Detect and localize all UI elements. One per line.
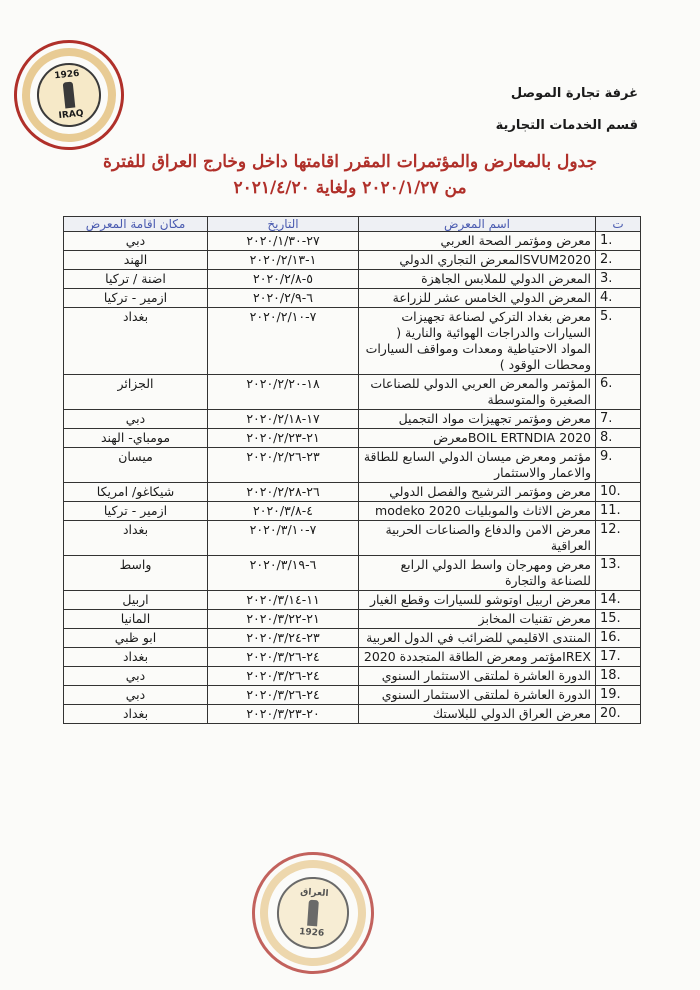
exhibition-name: معرض ومؤتمر تجهيزات مواد التجميل (359, 410, 596, 429)
exhibition-date: ١-٢٠٢٠/٢/١٣ (208, 251, 359, 270)
row-number: 16. (596, 629, 641, 648)
exhibition-date: ٧-٢٠٢٠/٣/١٠ (208, 521, 359, 556)
exhibition-place: بغداد (64, 521, 208, 556)
exhibition-place: المانيا (64, 610, 208, 629)
table-row (64, 648, 641, 667)
exhibition-name: المعرض الدولي للملابس الجاهزة (359, 270, 596, 289)
exhibition-date: ٢١-٢٠٢٠/٣/٢٢ (208, 610, 359, 629)
chamber-seal-top (9, 35, 130, 156)
header-name: اسم المعرض (359, 217, 596, 232)
document-period: من ٢٠٢٠/١/٢٧ ولغاية ٢٠٢١/٤/٢٠ (233, 178, 467, 198)
exhibition-date: ٥-٢٠٢٠/٢/٨ (208, 270, 359, 289)
table-row (64, 610, 641, 629)
exhibition-place: ازمير - تركيا (64, 502, 208, 521)
exhibition-name: معرض الاثاث والموبليات modeko 2020 (359, 502, 596, 521)
row-number: 2. (596, 251, 641, 270)
header-place: مكان اقامة المعرض (64, 217, 208, 232)
exhibition-place: شيكاغو/ امريكا (64, 483, 208, 502)
row-number: 10. (596, 483, 641, 502)
exhibition-place: ازمير - تركيا (64, 289, 208, 308)
row-number: 3. (596, 270, 641, 289)
table-row (64, 375, 641, 410)
table-row (64, 556, 641, 591)
exhibition-date: ٢٦-٢٠٢٠/٢/٢٨ (208, 483, 359, 502)
table-row (64, 429, 641, 448)
table-row (64, 591, 641, 610)
exhibition-place: واسط (64, 556, 208, 591)
exhibition-date: ٤-٢٠٢٠/٣/٨ (208, 502, 359, 521)
exhibition-name: IREXمؤتمر ومعرض الطاقة المتجددة 2020 (359, 648, 596, 667)
exhibition-name: معرض ومؤتمر الصحة العربي (359, 232, 596, 251)
row-number: 19. (596, 686, 641, 705)
exhibition-name: معرض بغداد التركي لصناعة تجهيزات السيارات والدراجات الهوائية والنارية ( المواد الاحتياطية ومعدات ومواقف السيارات ومحطات الوقود ) (359, 308, 596, 375)
row-number: 15. (596, 610, 641, 629)
header-num: ت (596, 217, 641, 232)
row-number: 4. (596, 289, 641, 308)
exhibition-name: معرض ومؤتمر الترشيح والفصل الدولي (359, 483, 596, 502)
department-name: قسم الخدمات التجارية (495, 118, 638, 133)
exhibition-date: ١٨-٢٠٢٠/٢/٢٠ (208, 375, 359, 410)
exhibition-place: بغداد (64, 648, 208, 667)
table-row (64, 483, 641, 502)
exhibition-name: 2020 BOIL ERTNDIAمعرض (359, 429, 596, 448)
exhibition-date: ١٧-٢٠٢٠/٢/١٨ (208, 410, 359, 429)
exhibition-date: ٦-٢٠٢٠/٢/٩ (208, 289, 359, 308)
row-number: 7. (596, 410, 641, 429)
exhibition-place: مومباي- الهند (64, 429, 208, 448)
row-number: 6. (596, 375, 641, 410)
table-row (64, 448, 641, 483)
row-number: 20. (596, 705, 641, 724)
exhibition-name: الدورة العاشرة لملتقى الاستثمار السنوي (359, 686, 596, 705)
row-number: 17. (596, 648, 641, 667)
seal-country: IRAQ (58, 108, 84, 122)
table-row (64, 629, 641, 648)
exhibition-date: ٢٠-٢٠٢٠/٣/٢٣ (208, 705, 359, 724)
exhibition-date: ٢٤-٢٠٢٠/٣/٢٦ (208, 686, 359, 705)
exhibition-place: بغداد (64, 705, 208, 724)
exhibition-date: ١١-٢٠٢٠/٣/١٤ (208, 591, 359, 610)
exhibition-name: SVUM2020المعرض التجاري الدولي (359, 251, 596, 270)
exhibition-date: ٢٤-٢٠٢٠/٣/٢٦ (208, 648, 359, 667)
table-row (64, 667, 641, 686)
table-row (64, 521, 641, 556)
exhibition-place: الهند (64, 251, 208, 270)
table-row (64, 289, 641, 308)
exhibition-name: المؤتمر والمعرض العربي الدولي للصناعات الصغيرة والمتوسطة (359, 375, 596, 410)
exhibition-name: معرض تقنيات المخابز (359, 610, 596, 629)
table-header-row (64, 217, 641, 232)
exhibition-place: دبي (64, 410, 208, 429)
seal-ring (17, 43, 120, 146)
exhibition-place: الجزائر (64, 375, 208, 410)
table-row (64, 251, 641, 270)
table-row (64, 308, 641, 375)
exhibition-name: المعرض الدولي الخامس عشر للزراعة (359, 289, 596, 308)
row-number: 11. (596, 502, 641, 521)
exhibition-name: مؤتمر ومعرض ميسان الدولي السابع للطاقة والاعمار والاستثمار (359, 448, 596, 483)
table-row (64, 502, 641, 521)
exhibition-place: اربيل (64, 591, 208, 610)
seal-year: 1926 (53, 68, 80, 82)
exhibition-place: دبي (64, 686, 208, 705)
exhibition-place: دبي (64, 232, 208, 251)
table-row (64, 705, 641, 724)
table-row (64, 410, 641, 429)
header-date: التاريخ (208, 217, 359, 232)
exhibition-date: ٦-٢٠٢٠/٣/١٩ (208, 556, 359, 591)
exhibition-name: الدورة العاشرة لملتقى الاستثمار السنوي (359, 667, 596, 686)
table-row (64, 270, 641, 289)
exhibition-name: معرض اربيل اوتوشو للسيارات وقطع الغيار (359, 591, 596, 610)
exhibition-date: ٢٣-٢٠٢٠/٣/٢٤ (208, 629, 359, 648)
exhibition-place: اضنة / تركيا (64, 270, 208, 289)
table-body (64, 232, 641, 724)
exhibition-place: ميسان (64, 448, 208, 483)
exhibition-name: معرض ومهرجان واسط الدولي الرابع للصناعة والتجارة (359, 556, 596, 591)
row-number: 1. (596, 232, 641, 251)
exhibitions-table (63, 216, 641, 724)
row-number: 9. (596, 448, 641, 483)
exhibition-date: ٢٣-٢٠٢٠/٢/٢٦ (208, 448, 359, 483)
exhibition-name: المنتدى الاقليمي للضرائب في الدول العربية (359, 629, 596, 648)
document-title: جدول بالمعارض والمؤتمرات المقرر اقامتها داخل وخارج العراق للفترة (103, 152, 597, 172)
table-row (64, 232, 641, 251)
exhibition-name: معرض الامن والدفاع والصناعات الحربية العراقية (359, 521, 596, 556)
exhibition-date: ٢٤-٢٠٢٠/٣/٢٦ (208, 667, 359, 686)
exhibition-date: ٢٧-٢٠٢٠/١/٣٠ (208, 232, 359, 251)
exhibition-place: ابو ظبي (64, 629, 208, 648)
row-number: 13. (596, 556, 641, 591)
seal-year: 1926 (298, 927, 325, 939)
row-number: 12. (596, 521, 641, 556)
exhibition-place: دبي (64, 667, 208, 686)
seal-country-ar: العراق (299, 887, 329, 900)
seal-ring (256, 856, 369, 969)
organization-name: غرفة تجارة الموصل (510, 86, 638, 101)
table-row (64, 686, 641, 705)
chamber-seal-bottom (248, 848, 378, 978)
exhibition-date: ٧-٢٠٢٠/٢/١٠ (208, 308, 359, 375)
row-number: 18. (596, 667, 641, 686)
row-number: 14. (596, 591, 641, 610)
exhibition-date: ٢١-٢٠٢٠/٢/٢٣ (208, 429, 359, 448)
row-number: 5. (596, 308, 641, 375)
exhibition-place: بغداد (64, 308, 208, 375)
row-number: 8. (596, 429, 641, 448)
exhibition-name: معرض العراق الدولي للبلاستك (359, 705, 596, 724)
